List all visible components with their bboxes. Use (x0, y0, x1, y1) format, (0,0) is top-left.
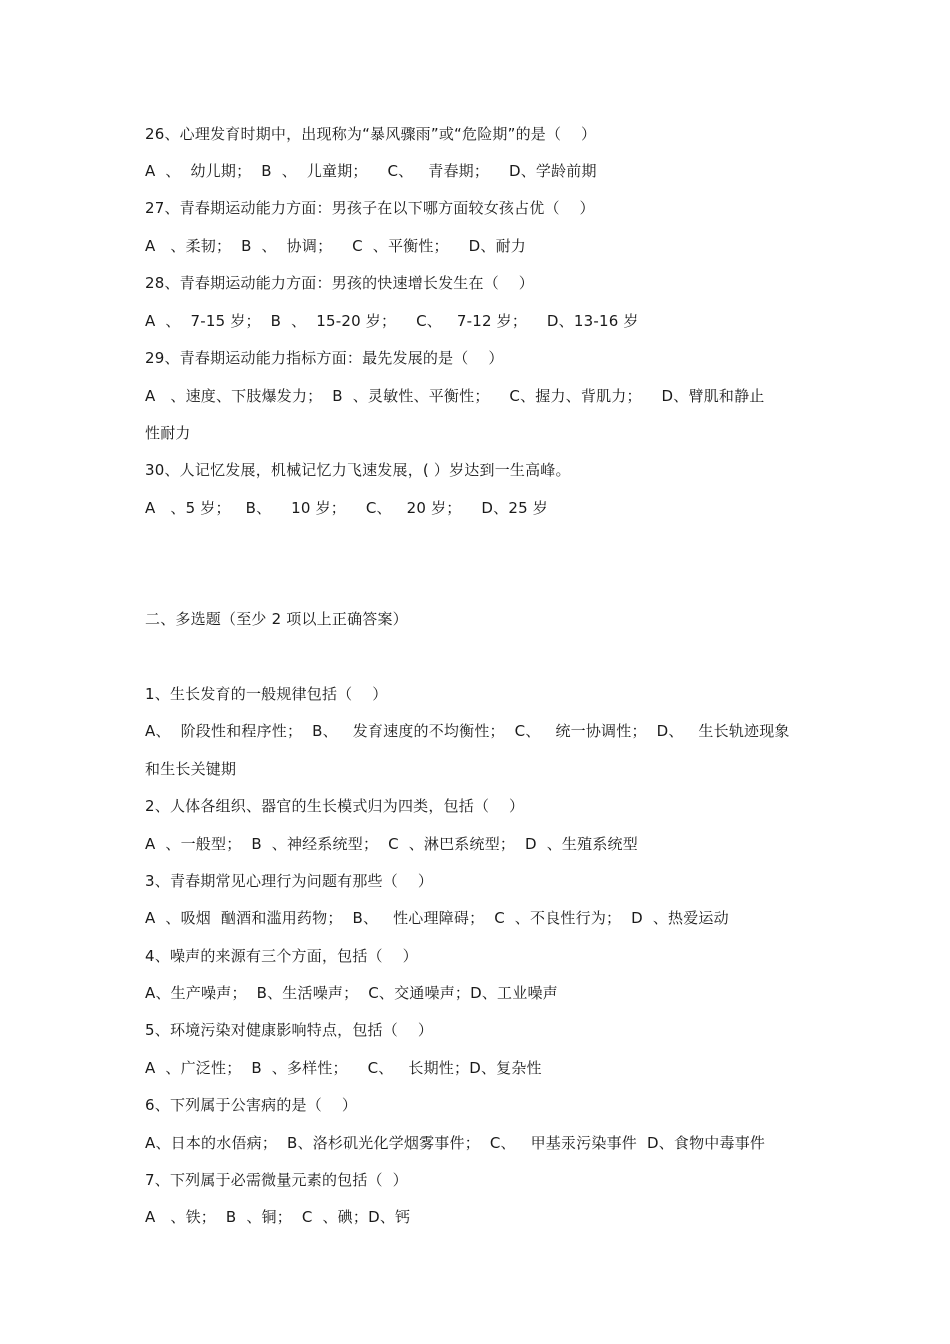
question-29-options: A 、速度、下肢爆发力； B 、灵敏性、平衡性； C、握力、背肌力； D、臂肌和静止 (145, 387, 765, 405)
question-26-stem: 26、心理发育时期中，出现称为“暴风骤雨”或“危险期”的是（ ） (145, 125, 597, 143)
question-30-options: A 、5 岁； B、 10 岁； C、 20 岁； D、25 岁 (145, 499, 548, 517)
mc-question-5-stem: 5、环境污染对健康影响特点，包括（ ） (145, 1021, 434, 1039)
mc-question-1-stem: 1、生长发育的一般规律包括（ ） (145, 685, 388, 703)
question-29-stem: 29、青春期运动能力指标方面：最先发展的是（ ） (145, 349, 504, 367)
mc-question-1-options: A、 阶段性和程序性； B、 发育速度的不均衡性； C、 统一协调性； D、 生长轨迹现象 (145, 722, 790, 740)
section-2-title: 二、多选题（至少 2 项以上正确答案） (145, 610, 408, 628)
mc-question-6-stem: 6、下列属于公害病的是（ ） (145, 1096, 358, 1114)
question-28-options: A 、 7-15 岁； B 、 15-20 岁； C、 7-12 岁； D、13-16 岁 (145, 312, 639, 330)
question-28-stem: 28、青春期运动能力方面：男孩的快速增长发生在（ ） (145, 274, 534, 292)
question-29-options-cont: 性耐力 (145, 424, 191, 442)
mc-question-2-options: A 、一般型； B 、神经系统型； C 、淋巴系统型； D 、生殖系统型 (145, 835, 638, 853)
mc-question-4-stem: 4、噪声的来源有三个方面，包括（ ） (145, 947, 418, 965)
mc-question-5-options: A 、广泛性； B 、多样性； C、 长期性；D、复杂性 (145, 1059, 542, 1077)
question-26-options: A 、 幼儿期； B 、 儿童期； C、 青春期； D、学龄前期 (145, 162, 597, 180)
question-30-stem: 30、人记忆发展，机械记忆力飞速发展，( ）岁达到一生高峰。 (145, 461, 571, 479)
mc-question-1-options-cont: 和生长关键期 (145, 760, 237, 778)
mc-question-2-stem: 2、人体各组织、器官的生长模式归为四类，包括（ ） (145, 797, 525, 815)
mc-question-3-stem: 3、青春期常见心理行为问题有那些（ ） (145, 872, 434, 890)
mc-question-4-options: A、生产噪声； B、生活噪声； C、交通噪声；D、工业噪声 (145, 984, 558, 1002)
mc-question-7-stem: 7、下列属于必需微量元素的包括（ ） (145, 1171, 408, 1189)
question-27-options: A 、柔韧； B 、 协调； C 、平衡性； D、耐力 (145, 237, 526, 255)
mc-question-6-options: A、日本的水俉病； B、洛杉矶光化学烟雾事件； C、 甲基汞污染事件 D、食物中毒事件 (145, 1134, 766, 1152)
mc-question-3-options: A 、吸烟 酗酒和滥用药物； B、 性心理障碍； C 、不良性行为； D 、热爱运动 (145, 909, 729, 927)
mc-question-7-options: A 、铁； B 、铜； C 、碘；D、钙 (145, 1208, 411, 1226)
question-27-stem: 27、青春期运动能力方面：男孩子在以下哪方面较女孩占优（ ） (145, 199, 595, 217)
